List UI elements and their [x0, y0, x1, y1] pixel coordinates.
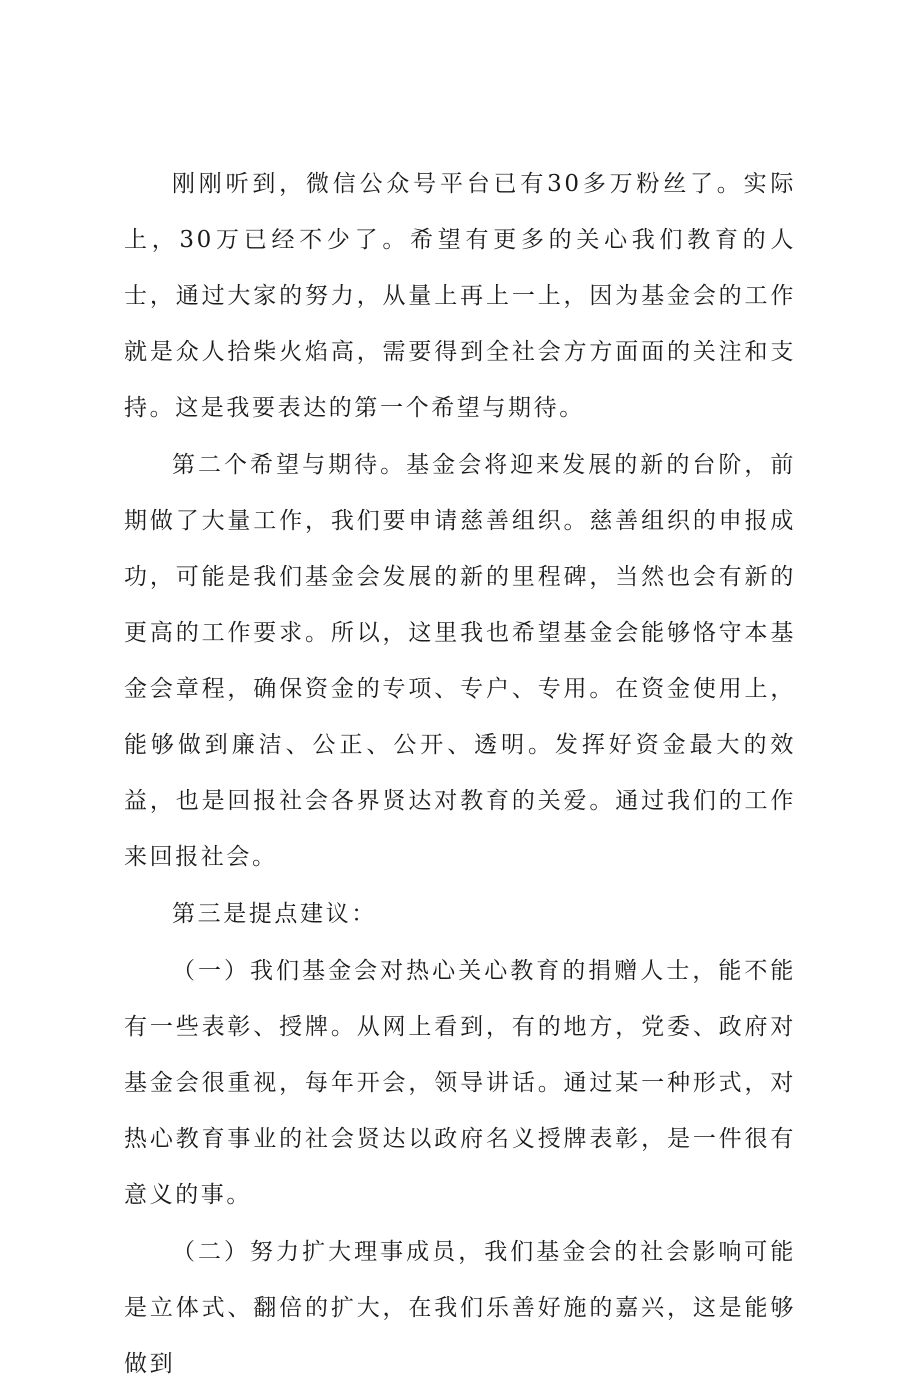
paragraph-suggestion-two: （二）努力扩大理事成员，我们基金会的社会影响可能是立体式、翻倍的扩大，在我们乐善好施的嘉兴，这是能够做到 — [124, 1239, 796, 1377]
paragraph-second-hope: 第二个希望与期待。基金会将迎来发展的新的台阶，前期做了大量工作，我们要申请慈善组织。慈善组织的申报成功，可能是我们基金会发展的新的里程碑，当然也会有新的更高的工作要求。所以，这里我也希望基金会能够恪守本基金会章程，确保资金的专项、专户、专用。在资金使用上，能够做到廉洁、公正、公开、透明。发挥好资金最大的效益，也是回报社会各界贤达对教育的关爱。通过我们的工作来回报社会。 — [124, 452, 796, 870]
paragraph-suggestion-one: （一）我们基金会对热心关心教育的捐赠人士，能不能有一些表彰、授牌。从网上看到，有的地方，党委、政府对基金会很重视，每年开会，领导讲话。通过某一种形式，对热心教育事业的社会贤达以政府名义授牌表彰，是一件很有意义的事。 — [124, 958, 796, 1208]
paragraph-wechat-followers: 刚刚听到，微信公众号平台已有30多万粉丝了。实际上，30万已经不少了。希望有更多的关心我们教育的人士，通过大家的努力，从量上再上一上，因为基金会的工作就是众人拾柴火焰高，需要得到全社会方方面面的关注和支持。这是我要表达的第一个希望与期待。 — [124, 171, 796, 421]
paragraph-suggestions-heading: 第三是提点建议： — [172, 901, 377, 927]
document-body — [124, 156, 796, 1392]
